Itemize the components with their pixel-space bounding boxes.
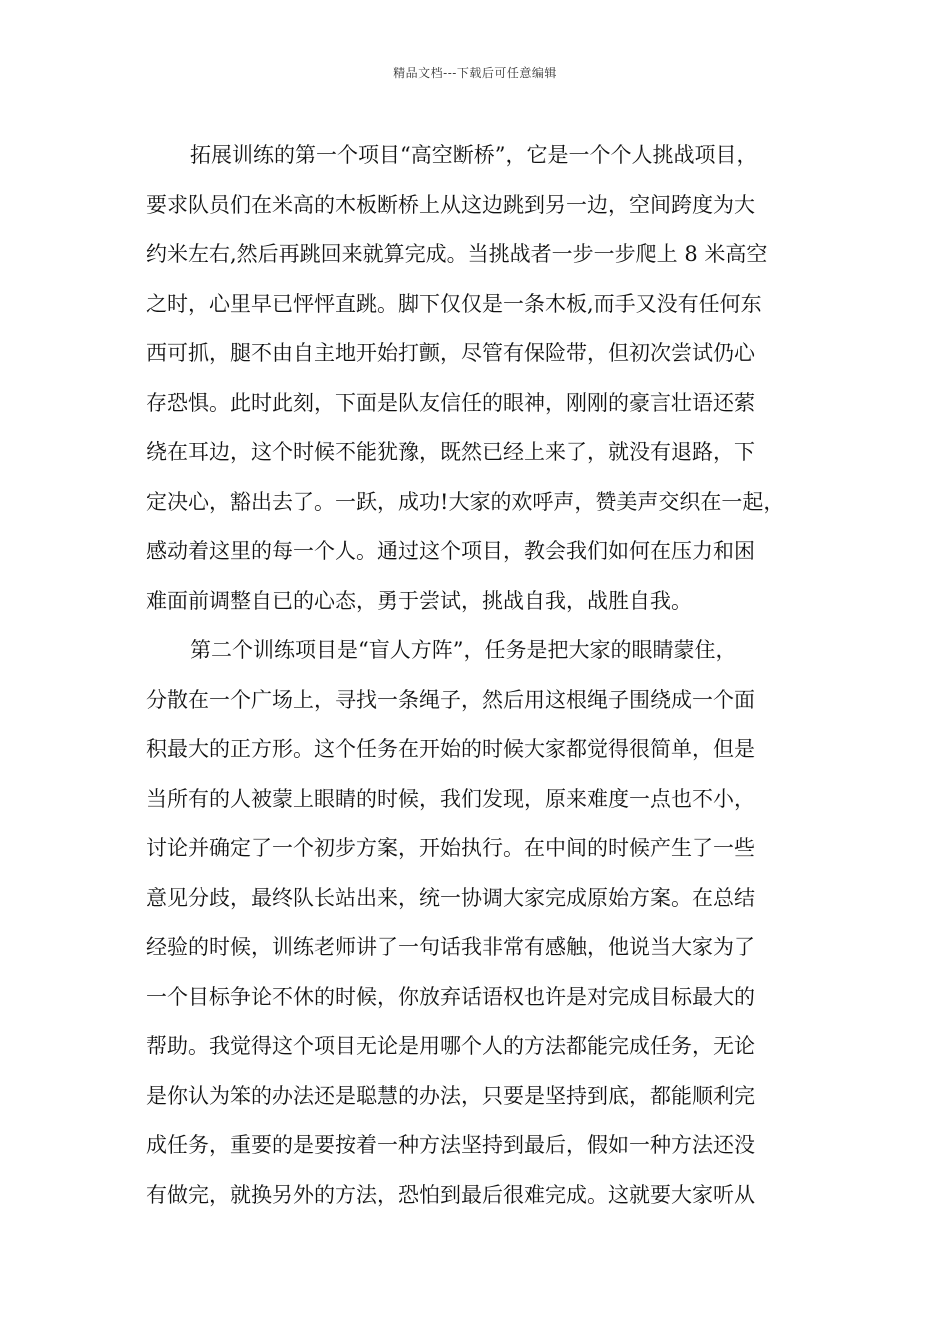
paragraph-2: [146, 626, 826, 1220]
text-line: 西可抓，腿不由自主地开始打颤，尽管有保险带，但初次尝试仍心: [146, 341, 755, 365]
text-line: 当所有的人被蒙上眼睛的时候，我们发现，原来难度一点也不小，: [146, 786, 755, 811]
document-body: [146, 131, 826, 1220]
text-line: 拓展训练的第一个项目“高空断桥”，它是一个个人挑战项目，: [190, 143, 758, 167]
text-line: 帮助。我觉得这个项目无论是用哪个人的方法都能完成任务，无论: [146, 1034, 755, 1058]
paragraph-1: [146, 131, 826, 626]
text-line: 分散在一个广场上，寻找一条绳子，然后用这根绳子围绕成一个面: [146, 687, 755, 712]
text-line: 感动着这里的每一个人。通过这个项目，教会我们如何在压力和困: [146, 539, 755, 563]
text-line: 约米左右,然后再跳回来就算完成。当挑战者一步一步爬上 8 米高空: [146, 242, 768, 266]
text-line: 定决心，豁出去了。一跃，成功!大家的欢呼声，赞美声交织在一起，: [146, 489, 785, 514]
text-line: 一个目标争论不休的时候，你放弃话语权也许是对完成目标最大的: [146, 984, 755, 1009]
text-line: 积最大的正方形。这个任务在开始的时候大家都觉得很简单，但是: [146, 737, 755, 761]
text-line: 成任务，重要的是要按着一种方法坚持到最后，假如一种方法还没: [146, 1133, 755, 1157]
text-line: 第二个训练项目是“盲人方阵”，任务是把大家的眼睛蒙住，: [190, 638, 737, 662]
text-line: 难面前调整自已的心态，勇于尝试，挑战自我，战胜自我。: [146, 588, 692, 613]
text-line: 是你认为笨的办法还是聪慧的办法，只要是坚持到底，都能顺利完: [146, 1083, 755, 1108]
text-line: 有做完，就换另外的方法，恐怕到最后很难完成。这就要大家听从: [146, 1182, 755, 1207]
text-line: 绕在耳边，这个时候不能犹豫，既然已经上来了，就没有退路，下: [146, 440, 755, 464]
text-line: 存恐惧。此时此刻，下面是队友信任的眼神，刚刚的豪言壮语还萦: [146, 390, 755, 415]
text-line: 讨论并确定了一个初步方案，开始执行。在中间的时候产生了一些: [146, 836, 755, 860]
page-header: 精品文档---下载后可任意编辑: [393, 66, 557, 80]
text-line: 意见分歧，最终队长站出来，统一协调大家完成原始方案。在总结: [146, 885, 755, 910]
text-line: 之时，心里早已怦怦直跳。脚下仅仅是一条木板,而手又没有任何东: [146, 291, 762, 316]
text-line: 要求队员们在米高的木板断桥上从这边跳到另一边，空间跨度为大: [146, 192, 755, 217]
text-line: 经验的时候，训练老师讲了一句话我非常有感触，他说当大家为了: [146, 935, 755, 959]
